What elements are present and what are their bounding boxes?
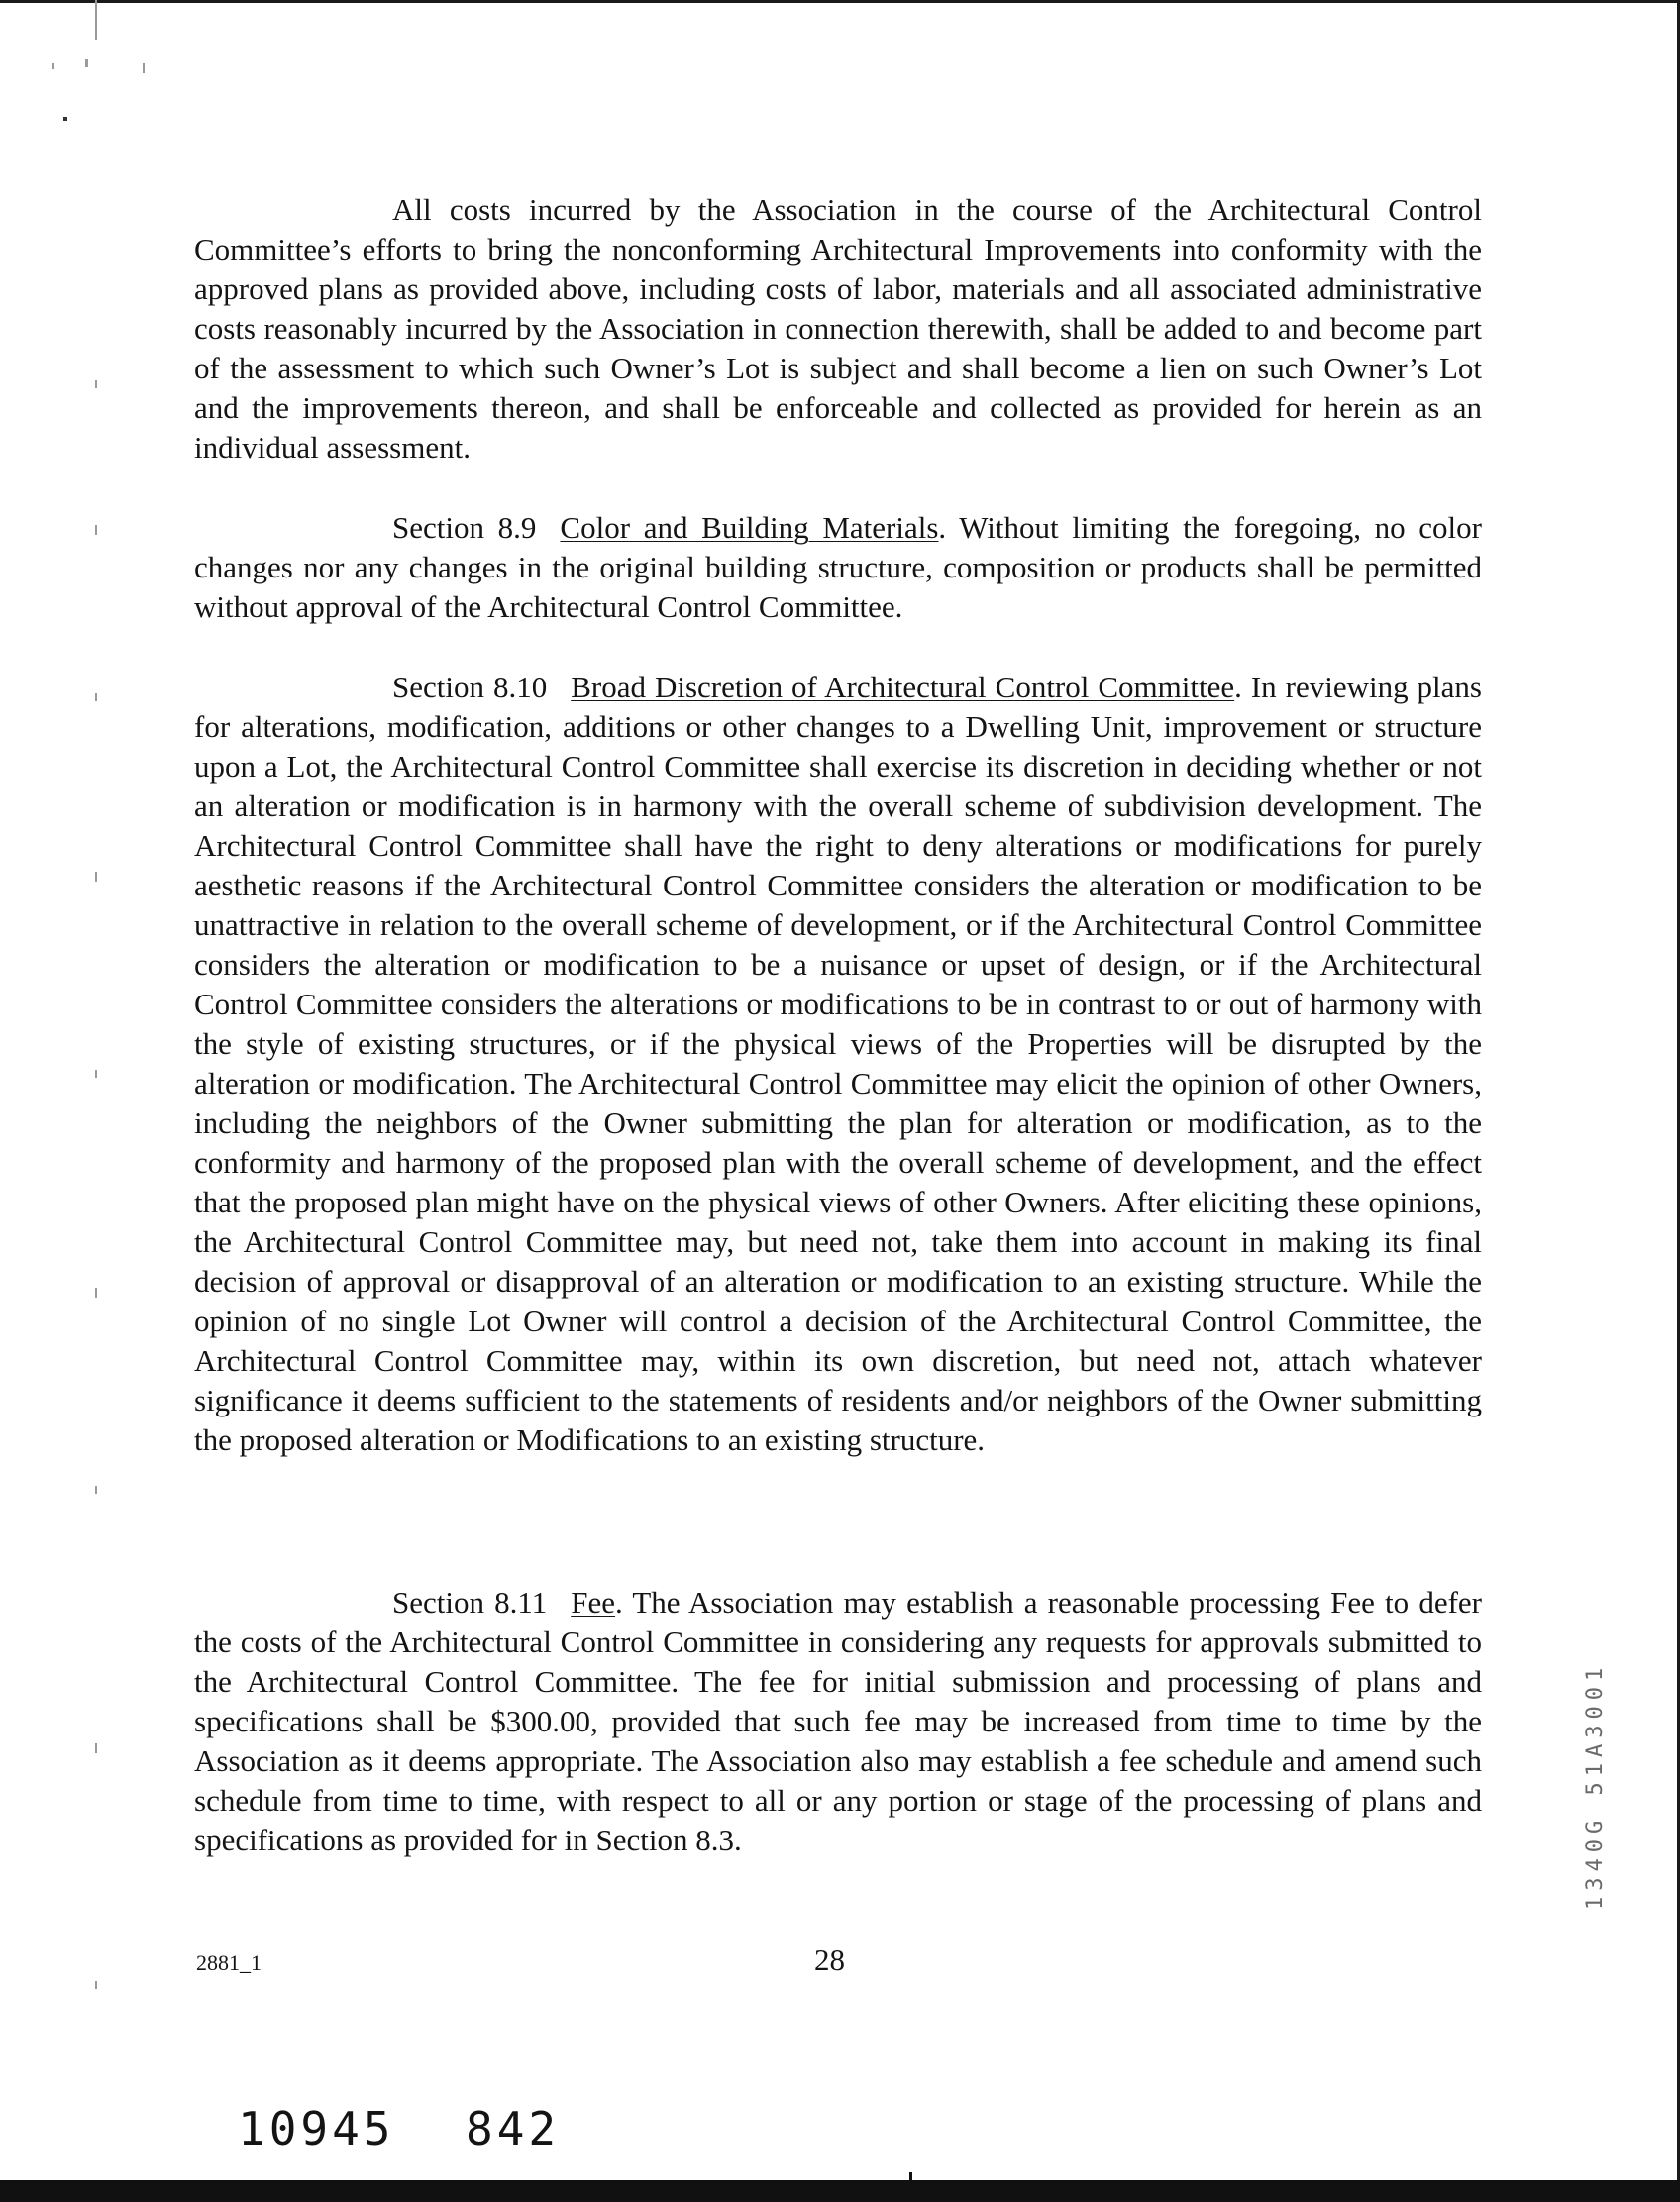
scan-speck (95, 380, 97, 388)
section-8-10 (194, 668, 1482, 1460)
section-heading: Broad Discretion of Architectural Control Committee (571, 670, 1235, 704)
section-body: . Without limiting the foregoing, no color changes nor any changes in the original building structure, composition or products shall be permitted without approval of the Architectural Control Committee. (194, 510, 1482, 624)
side-stamp-text: 1340G 51A3001 (1583, 1661, 1608, 1910)
scan-speck (95, 1070, 97, 1078)
recording-page-number: 842 (466, 2102, 561, 2155)
section-heading: Fee (571, 1585, 616, 1620)
scan-speck (95, 1486, 97, 1494)
scan-speck (95, 872, 97, 882)
section-body: . The Association may establish a reasonable processing Fee to defer the costs of the Architectural Control Committee in considering any requests for approvals submitted to the Architectural Control Committee. The fee for initial submission and processing of plans and specifications shall be $300.00, provided that such fee may be increased from time to time by the Association as it deems appropriate. The Association also may establish a fee schedule and amend such schedule from time to time, with respect to all or any portion or stage of the processing of plans and specifications as provided for in Section 8.3. (194, 1585, 1482, 1857)
paragraph-cost-recovery (194, 190, 1482, 468)
section-body: . In reviewing plans for alterations, modification, additions or other changes to a Dwelling Unit, improvement or structure upon a Lot, the Architectural Control Committee shall exercise its discretion in deciding whether or not an alteration or modification is in harmony with the overall scheme of subdivision development. The Architectural Control Committee shall have the right to deny alterations or modifications for purely aesthetic reasons if the Architectural Control Committee considers the alteration or modification to be unattractive in relation to the overall scheme of development, or if the Architectural Control Committee considers the alteration or modification to be a nuisance or upset of design, or if the Architectural Control Committee considers the alterations or modifications to be in contrast to or out of harmony with the style of existing structures, or if the physical views of the Properties will be disrupted by the alteration or modification. The Architectural Control Committee may elicit the opinion of other Owners, including the neighbors of the Owner submitting the plan for alteration or modification, as to the conformity and harmony of the proposed plan with the overall scheme of development, and the effect that the proposed plan might have on the physical views of other Owners. After eliciting these opinions, the Architectural Control Committee may, but need not, take them into account in making its final decision of approval or disapproval of an alteration or modification to an existing structure. While the opinion of no single Lot Owner will control a decision of the Architectural Control Committee, the Architectural Control Committee may, within its own discretion, but need not, attach whatever significance it deems sufficient to the statements of residents and/or neighbors of the Owner submitting the proposed alteration or Modifications to an existing structure. (194, 670, 1482, 1457)
section-heading: Color and Building Materials (560, 510, 939, 545)
scan-speck (95, 0, 97, 40)
page-border-bottom (0, 2180, 1680, 2202)
section-label: Section 8.11 (392, 1585, 548, 1620)
paragraph-text: All costs incurred by the Association in the course of the Architectural Control Committee’s efforts to bring the nonconforming Architectural Improvements into conformity with the approved plans as provided above, including costs of labor, materials and all associated administrative costs reasonably incurred by the Association in connection therewith, shall be added to and become part of the assessment to which such Owner’s Lot is subject and shall become a lien on such Owner’s Lot and the improvements thereon, and shall be enforceable and collected as provided for herein as an individual assessment. (194, 192, 1482, 465)
page-border-top (0, 0, 1680, 3)
side-recording-stamp (1581, 1573, 1611, 1910)
scan-speck (52, 63, 54, 69)
scan-edge-notch (909, 2172, 912, 2202)
document-code: 2881_1 (196, 1950, 262, 1975)
section-8-9 (194, 508, 1482, 627)
scan-speck (85, 59, 88, 67)
scan-speck (95, 525, 97, 535)
scan-speck (95, 1981, 97, 1989)
page-number: 28 (814, 1942, 845, 1977)
scan-speck (95, 1743, 97, 1753)
section-8-11 (194, 1583, 1482, 1860)
section-label: Section 8.10 (392, 670, 548, 704)
scan-speck (95, 1288, 97, 1298)
scan-speck (95, 693, 97, 701)
recording-book-number: 10945 (238, 2102, 395, 2155)
scan-speck (143, 63, 145, 73)
section-label: Section 8.9 (392, 510, 537, 545)
scan-speck (63, 117, 67, 121)
